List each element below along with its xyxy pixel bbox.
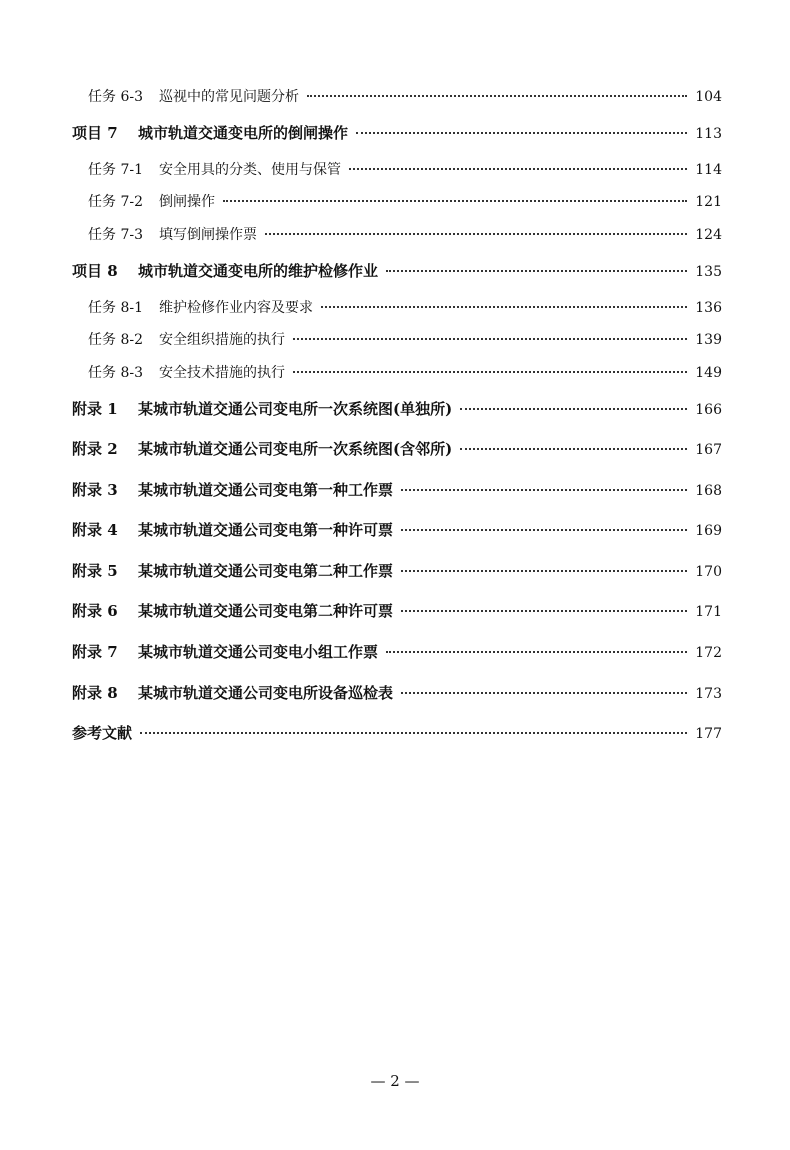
toc-entry-label bbox=[88, 86, 299, 106]
toc-entry-code: 任务 8-1 bbox=[88, 300, 143, 316]
toc-entry-label bbox=[72, 682, 393, 703]
toc-entry-title: 参考文献 bbox=[72, 724, 133, 742]
toc-entry-title: 维护检修作业内容及要求 bbox=[159, 300, 313, 316]
dot-leader bbox=[223, 200, 687, 202]
toc-entry-label bbox=[88, 362, 285, 382]
toc-entry-references[interactable] bbox=[72, 722, 722, 743]
dot-leader bbox=[140, 732, 687, 734]
toc-entry-title: 某城市轨道交通公司变电第二种工作票 bbox=[138, 562, 394, 580]
dot-leader bbox=[401, 692, 687, 694]
toc-entry-code: 任务 6-3 bbox=[88, 89, 143, 105]
dot-leader bbox=[293, 371, 687, 373]
toc-entry-label bbox=[88, 224, 257, 244]
toc-entry-appendix-4[interactable] bbox=[72, 519, 722, 540]
toc-entry-label bbox=[88, 329, 285, 349]
toc-entry-code: 附录 4 bbox=[72, 521, 118, 539]
toc-entry-code: 任务 8-3 bbox=[88, 365, 143, 381]
dot-leader bbox=[356, 132, 687, 134]
toc-entry-task-7-3[interactable] bbox=[88, 224, 722, 244]
toc-entry-appendix-3[interactable] bbox=[72, 479, 722, 500]
toc-entry-code: 附录 1 bbox=[72, 400, 118, 418]
toc-entry-label bbox=[72, 479, 393, 500]
dot-leader bbox=[293, 338, 687, 340]
page-number: — 2 — bbox=[370, 1072, 420, 1090]
toc-entry-page: 121 bbox=[695, 194, 722, 210]
toc-entry-task-8-3[interactable] bbox=[88, 362, 722, 382]
dot-leader bbox=[321, 306, 687, 308]
toc-entry-title: 城市轨道交通变电所的倒闸操作 bbox=[138, 124, 349, 142]
dot-leader bbox=[265, 233, 687, 235]
dot-leader bbox=[307, 95, 687, 97]
toc-entry-code: 任务 7-3 bbox=[88, 227, 143, 243]
toc-entry-page: 166 bbox=[695, 402, 722, 418]
dot-leader bbox=[460, 408, 687, 410]
toc-entry-title: 倒闸操作 bbox=[159, 194, 215, 210]
toc-entry-title: 巡视中的常见问题分析 bbox=[159, 89, 299, 105]
dot-leader bbox=[460, 448, 687, 450]
toc-entry-code: 附录 3 bbox=[72, 481, 118, 499]
toc-entry-title: 某城市轨道交通公司变电所设备巡检表 bbox=[138, 684, 394, 702]
toc-entry-code: 附录 7 bbox=[72, 643, 118, 661]
dot-leader bbox=[401, 610, 687, 612]
dot-leader bbox=[401, 489, 687, 491]
dot-leader bbox=[401, 529, 687, 531]
toc-entry-page: 139 bbox=[695, 332, 722, 348]
toc-entry-appendix-8[interactable] bbox=[72, 682, 722, 703]
toc-entry-page: 149 bbox=[695, 365, 722, 381]
toc-entry-page: 173 bbox=[695, 686, 722, 702]
toc-entry-title: 某城市轨道交通公司变电第一种工作票 bbox=[138, 481, 394, 499]
toc-entry-title: 某城市轨道交通公司变电第一种许可票 bbox=[138, 521, 394, 539]
toc-entry-title: 填写倒闸操作票 bbox=[159, 227, 257, 243]
toc-entry-appendix-6[interactable] bbox=[72, 600, 722, 621]
toc-entry-label bbox=[72, 560, 393, 581]
toc-entry-title: 某城市轨道交通公司变电所一次系统图(含邻所) bbox=[138, 440, 453, 458]
toc-entry-page: 114 bbox=[695, 162, 722, 178]
toc-entry-title: 某城市轨道交通公司变电第二种许可票 bbox=[138, 602, 394, 620]
toc-entry-title: 安全组织措施的执行 bbox=[159, 332, 285, 348]
toc-entry-code: 附录 6 bbox=[72, 602, 118, 620]
toc-entry-page: 171 bbox=[695, 604, 722, 620]
toc-entry-appendix-5[interactable] bbox=[72, 560, 722, 581]
toc-entry-task-8-1[interactable] bbox=[88, 297, 722, 317]
toc-entry-page: 135 bbox=[695, 264, 722, 280]
toc-entry-code: 任务 8-2 bbox=[88, 332, 143, 348]
toc-entry-label bbox=[72, 438, 452, 459]
toc-entry-code: 任务 7-2 bbox=[88, 194, 143, 210]
toc-entry-code: 附录 2 bbox=[72, 440, 118, 458]
toc-entry-label bbox=[88, 191, 215, 211]
toc-entry-label bbox=[72, 398, 452, 419]
toc-entry-task-7-1[interactable] bbox=[88, 159, 722, 179]
dot-leader bbox=[401, 570, 687, 572]
toc-entry-label bbox=[72, 600, 393, 621]
toc-entry-code: 项目 7 bbox=[72, 124, 118, 142]
toc-entry-label bbox=[88, 297, 313, 317]
toc-entry-code: 项目 8 bbox=[72, 262, 118, 280]
toc-entry-task-7-2[interactable] bbox=[88, 191, 722, 211]
dot-leader bbox=[386, 270, 687, 272]
toc-entry-label bbox=[72, 260, 378, 281]
toc-entry-page: 104 bbox=[695, 89, 722, 105]
toc-entry-task-8-2[interactable] bbox=[88, 329, 722, 349]
toc-entry-task-6-3[interactable] bbox=[88, 86, 722, 106]
toc-entry-appendix-1[interactable] bbox=[72, 398, 722, 419]
toc-entry-code: 附录 8 bbox=[72, 684, 118, 702]
dot-leader bbox=[386, 651, 687, 653]
toc-entry-label bbox=[88, 159, 341, 179]
toc-entry-title: 城市轨道交通变电所的维护检修作业 bbox=[138, 262, 379, 280]
dot-leader bbox=[349, 168, 687, 170]
toc-entry-title: 安全用具的分类、使用与保管 bbox=[159, 162, 341, 178]
toc-entry-appendix-7[interactable] bbox=[72, 641, 722, 662]
toc-entry-title: 某城市轨道交通公司变电小组工作票 bbox=[138, 643, 379, 661]
toc-entry-code: 附录 5 bbox=[72, 562, 118, 580]
toc-entry-appendix-2[interactable] bbox=[72, 438, 722, 459]
toc-entry-label bbox=[72, 122, 348, 143]
toc-entry-title: 安全技术措施的执行 bbox=[159, 365, 285, 381]
toc-entry-project-8[interactable] bbox=[72, 260, 722, 281]
toc-entry-code: 任务 7-1 bbox=[88, 162, 143, 178]
toc-entry-page: 136 bbox=[695, 300, 722, 316]
toc-entry-page: 168 bbox=[695, 483, 722, 499]
toc-entry-title: 某城市轨道交通公司变电所一次系统图(单独所) bbox=[138, 400, 453, 418]
toc-entry-page: 124 bbox=[695, 227, 722, 243]
toc-entry-page: 170 bbox=[695, 564, 722, 580]
toc-entry-label bbox=[72, 641, 378, 662]
toc-entry-page: 169 bbox=[695, 523, 722, 539]
toc-entry-project-7[interactable] bbox=[72, 122, 722, 143]
toc-entry-page: 113 bbox=[695, 126, 722, 142]
toc-entry-page: 177 bbox=[695, 726, 722, 742]
toc-entry-page: 172 bbox=[695, 645, 722, 661]
toc-entry-label bbox=[72, 519, 393, 540]
toc-entry-page: 167 bbox=[695, 442, 722, 458]
